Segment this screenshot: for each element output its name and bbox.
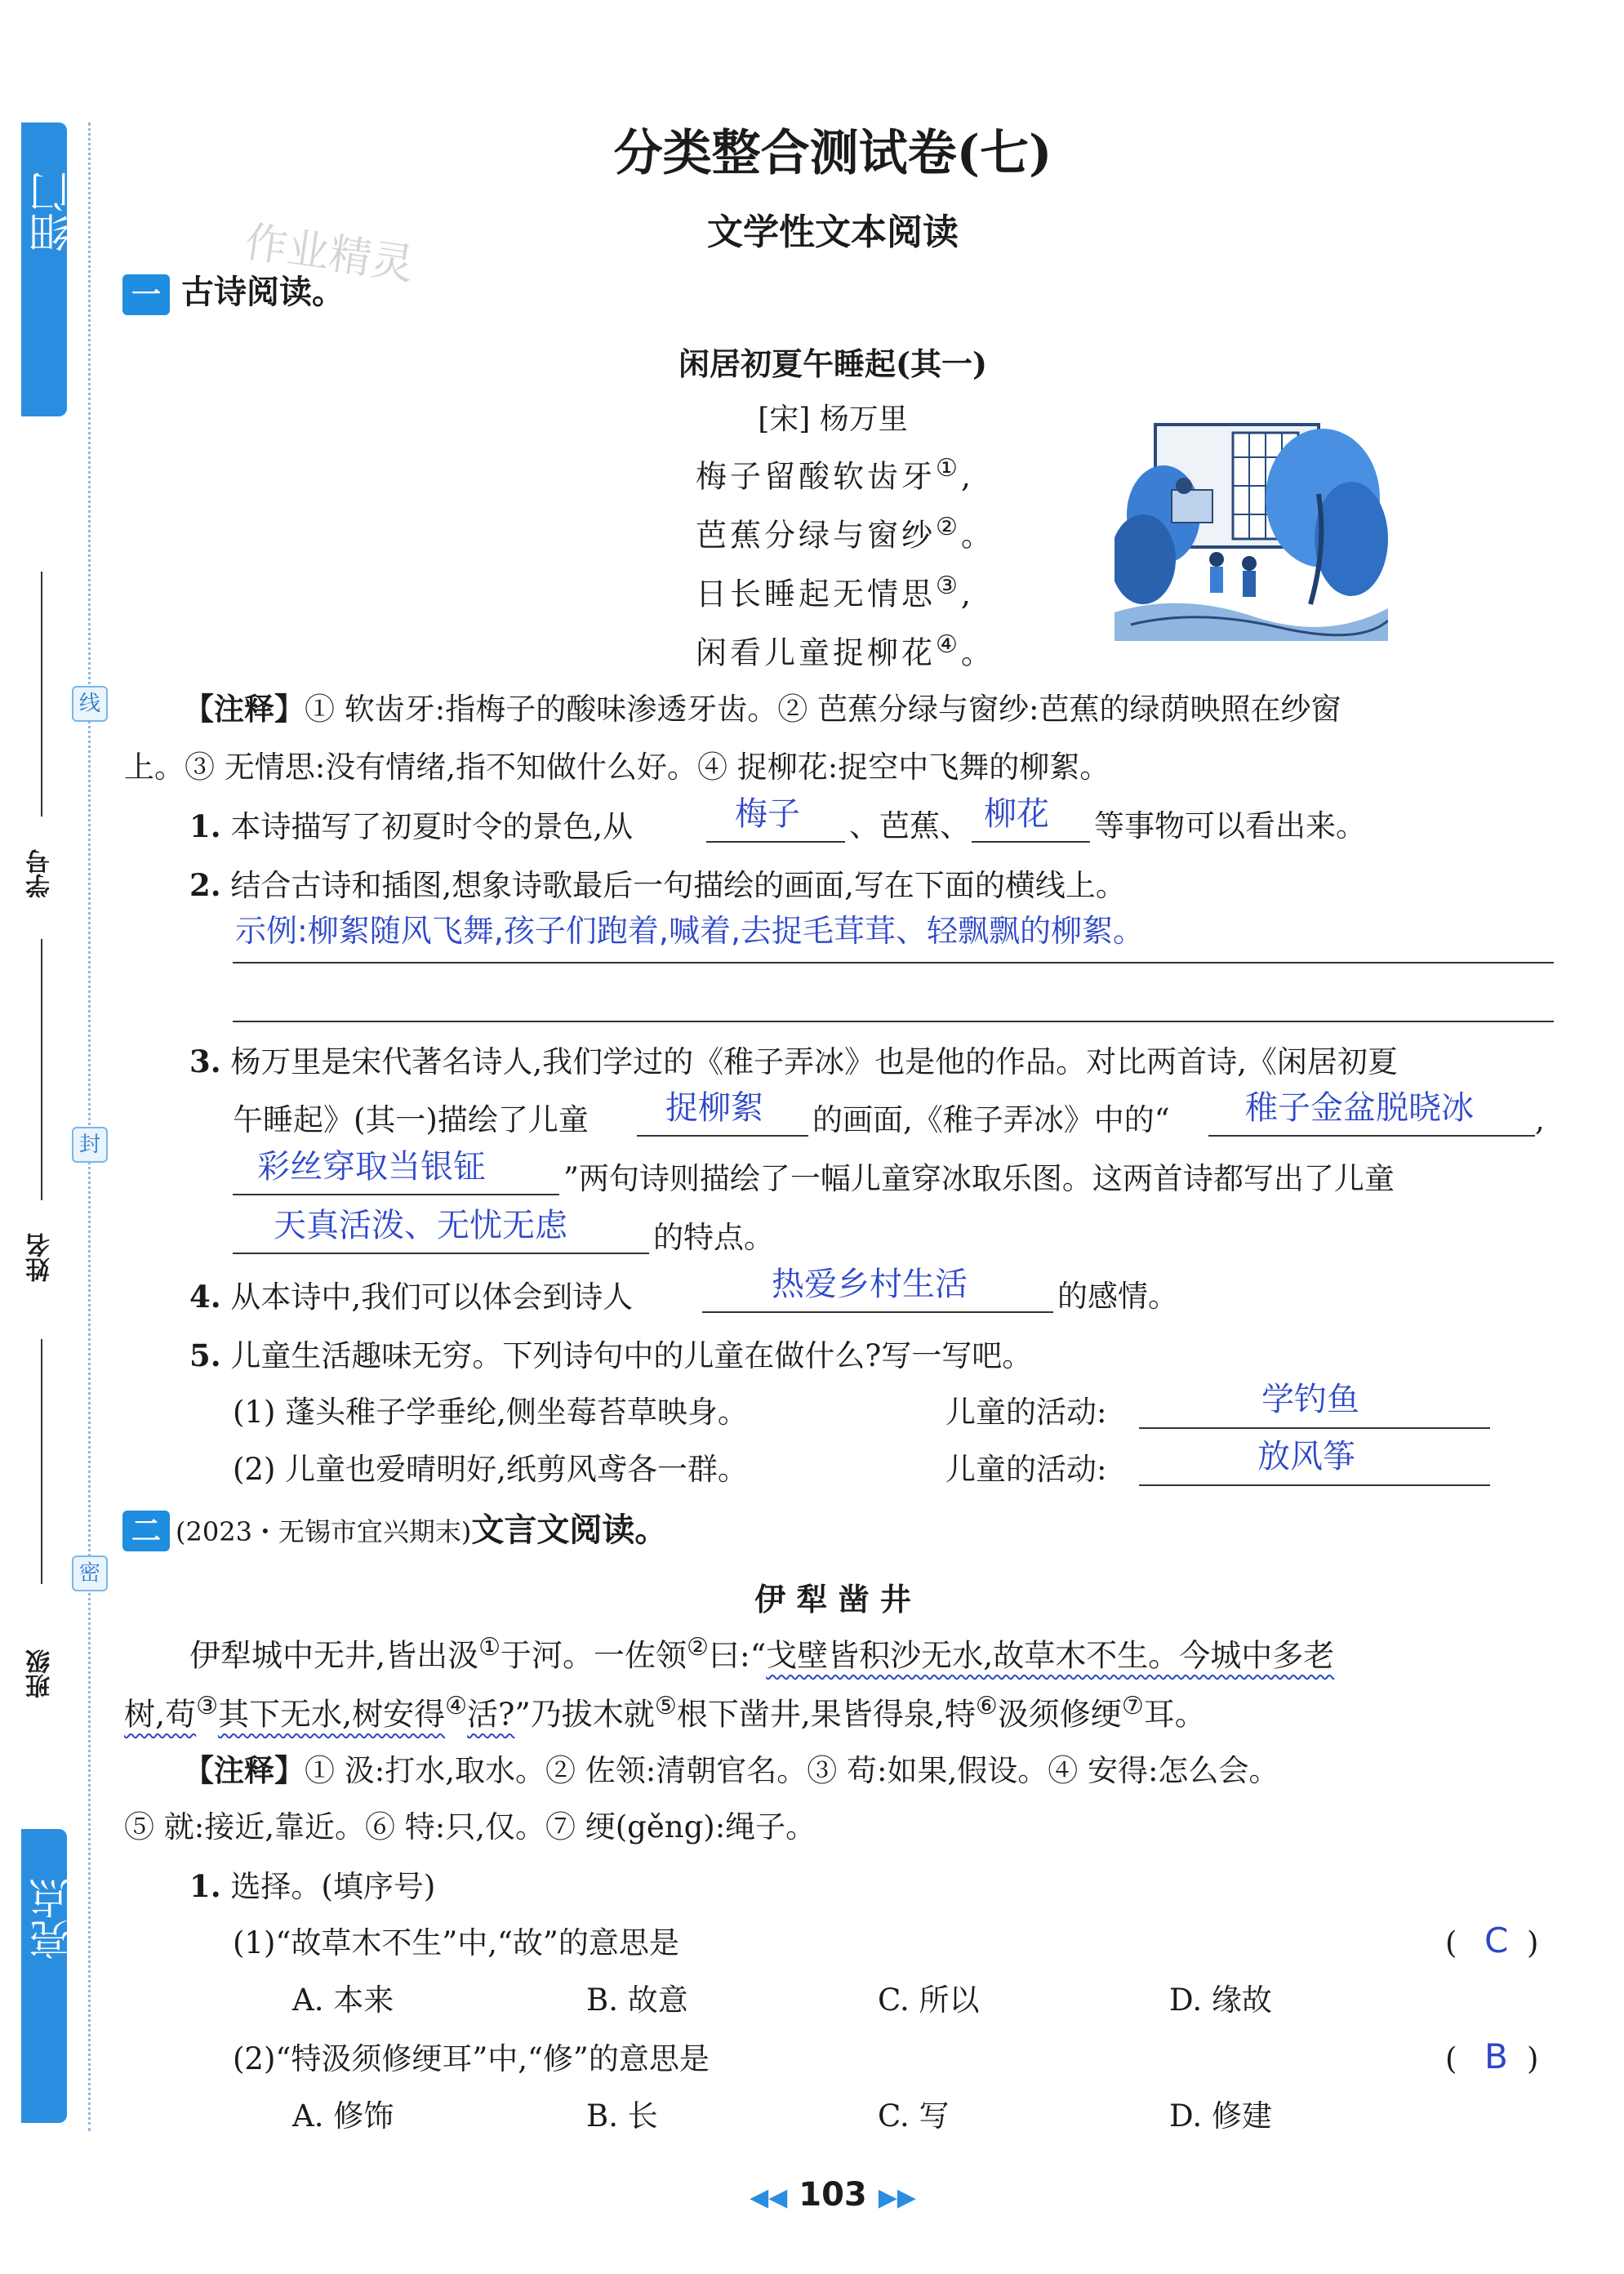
page-number: 103 [799, 2176, 867, 2214]
passage-underlined: 活? [467, 1696, 515, 1733]
q-num: 2. [189, 867, 221, 903]
q5-item-1-label: 儿童的活动: [945, 1395, 1107, 1430]
footnote-ref: ③ [936, 572, 961, 600]
q4-post: 的感情。 [1057, 1279, 1178, 1314]
question-2-1-2-paren-right: ) [1527, 2041, 1539, 2076]
q1-post: 等事物可以看出来。 [1094, 808, 1366, 843]
passage-text: 耳。 [1143, 1696, 1206, 1733]
q1-mid: 、芭蕉、 [849, 808, 970, 843]
answer-1-5-a: 学钓鱼 [1261, 1381, 1359, 1418]
blank-1-3-a [637, 1135, 808, 1137]
q-num: 5. [189, 1337, 221, 1373]
poem-notes-line-1 [184, 691, 1341, 728]
poem-line [696, 630, 995, 672]
footnote-ref: ④ [445, 1692, 467, 1720]
answer-1-3-d: 天真活泼、无忧无虑 [274, 1207, 567, 1244]
answer-1-3-c: 彩丝穿取当银钲 [257, 1148, 486, 1186]
poem-line-text: 日长睡起无情思 [696, 576, 937, 612]
answer-line-1-2-a [233, 962, 1554, 963]
page-title: 分类整合测试卷(七) [613, 125, 1052, 182]
poem-line-punct: , [960, 458, 975, 495]
blank-1-3-b [1208, 1135, 1535, 1137]
q-text: 结合古诗和插图,想象诗歌最后一句描绘的画面,写在下面的横线上。 [230, 868, 1126, 903]
answer-1-3-b: 稚子金盆脱晓冰 [1245, 1089, 1474, 1127]
passage-text: 伊犁城中无井,皆出汲 [189, 1637, 479, 1674]
answer-1-2: 示例:柳絮随风飞舞,孩子们跑着,喊着,去捉毛茸茸、轻飘飘的柳絮。 [235, 913, 1145, 949]
blank-1-5-b [1139, 1484, 1490, 1486]
poem-title: 闲居初夏午睡起(其一) [679, 345, 987, 382]
passage-notes-line-2: ⑤ 就:接近,靠近。⑥ 特:只,仅。⑦ 绠(gěng):绳子。 [124, 1809, 816, 1845]
question-1-5 [189, 1337, 1032, 1374]
passage-text: ”乃拔木就 [514, 1696, 655, 1733]
blank-1-3-d [233, 1253, 649, 1254]
question-2-1-1-paren-left: ( [1445, 1925, 1457, 1960]
poem-line-text: 梅子留酸软齿牙 [696, 458, 937, 495]
binding-line-1 [41, 572, 42, 817]
q3-line2-mid: 的画面,《稚子弄冰》中的“ [812, 1102, 1170, 1137]
notes-label: 【注释】 [184, 1752, 305, 1788]
question-2-1 [189, 1868, 435, 1905]
passage-text: 于河。一佐领 [501, 1637, 687, 1674]
binding-label-xingming: 姓名 [26, 1233, 55, 1282]
notes-text-1: ① 汲:打水,取水。② 佐领:清朝官名。③ 苟:如果,假设。④ 安得:怎么会。 [305, 1753, 1279, 1788]
passage-text: 汲须修绠 [997, 1696, 1122, 1733]
binding-line-2 [41, 939, 42, 1200]
q-num: 1. [189, 1868, 221, 1904]
answer-1-3-a: 捉柳絮 [665, 1089, 763, 1127]
blank-1-3-c [233, 1194, 559, 1195]
watermark: 作业精灵 [242, 217, 417, 291]
option-2-1-1-b: B. 故意 [586, 1983, 688, 2018]
footnote-ref: ⑥ [975, 1692, 998, 1720]
question-2-1-1-stem: (1)“故草木不生”中,“故”的意思是 [233, 1925, 679, 1960]
footnote-ref: ⑦ [1121, 1692, 1144, 1720]
page-subtitle: 文学性文本阅读 [707, 211, 959, 253]
section-1-heading: 古诗阅读。 [181, 274, 345, 311]
poem-line-text: 芭蕉分绿与窗纱 [696, 517, 937, 554]
section-1-badge: 一 [122, 274, 170, 315]
q3-line2-post: , [1535, 1102, 1545, 1137]
next-arrows-icon: ▶▶ [878, 2183, 916, 2212]
side-tab-bottom [21, 1829, 76, 2123]
footnote-ref: ① [478, 1633, 501, 1662]
passage-underlined: 树,苟 [124, 1696, 197, 1733]
poem-line [696, 454, 974, 496]
poem-notes-line-2: 上。③ 无情思:没有情绪,指不知做什么好。④ 捉柳花:捉空中飞舞的柳絮。 [124, 750, 1110, 785]
passage-underlined: 戈壁皆积沙无水,故草木不生。今城中多老 [766, 1637, 1335, 1674]
illustration-svg [1115, 416, 1388, 641]
footnote-ref: ⑤ [654, 1692, 677, 1720]
answer-1-5-b: 放风筝 [1257, 1438, 1355, 1475]
option-2-1-1-d: D. 缘故 [1169, 1983, 1272, 2018]
poem-line-text: 闲看儿童捉柳花 [696, 634, 937, 671]
answer-1-1-a: 梅子 [735, 795, 800, 833]
footnote-ref: ① [936, 454, 961, 483]
option-2-1-2-d: D. 修建 [1169, 2098, 1272, 2134]
poem-line-punct: 。 [960, 517, 995, 554]
notes-label: 【注释】 [184, 691, 305, 727]
notes-text-1: ① 软齿牙:指梅子的酸味渗透牙齿。② 芭蕉分绿与窗纱:芭蕉的绿荫映照在纱窗 [305, 692, 1341, 727]
poem-line-punct: , [960, 576, 975, 612]
footnote-ref: ④ [936, 630, 961, 659]
passage-line-2 [124, 1692, 1206, 1733]
section-2-badge: 二 [122, 1511, 170, 1551]
q-text: 从本诗中,我们可以体会到诗人 [230, 1279, 634, 1315]
question-1-1 [189, 808, 633, 845]
question-1-4 [189, 1279, 633, 1315]
q-text: 杨万里是宋代著名诗人,我们学过的《稚子弄冰》也是他的作品。对比两首诗,《闲居初夏 [230, 1044, 1398, 1079]
question-2-1-1-answer: C [1484, 1920, 1509, 1960]
answer-1-4: 热爱乡村生活 [772, 1266, 968, 1303]
passage-text: 根下凿井,果皆得泉,特 [676, 1696, 976, 1733]
side-tab-top-text: 细门 [29, 171, 76, 253]
page-footer [0, 2176, 1624, 2214]
passage-text: 曰:“ [708, 1637, 767, 1674]
q-text: 选择。(填序号) [230, 1869, 436, 1904]
option-2-1-1-c: C. 所以 [878, 1983, 980, 2018]
q-text: 本诗描写了初夏时令的景色,从 [230, 809, 634, 844]
passage-notes-line-1 [184, 1752, 1279, 1789]
q3-line3-post: ”两句诗则描绘了一幅儿童穿冰取乐图。这两首诗都写出了儿童 [563, 1161, 1395, 1196]
section-2-heading [176, 1511, 667, 1550]
blank-1-4 [702, 1311, 1053, 1313]
q-text: 儿童生活趣味无穷。下列诗句中的儿童在做什么?写一写吧。 [230, 1338, 1033, 1373]
binding-label-xian: 线 [72, 686, 108, 722]
question-1-3-line-1 [189, 1044, 1398, 1080]
footnote-ref: ② [687, 1633, 709, 1662]
poem-author: [宋] 杨万里 [758, 403, 908, 436]
binding-label-feng: 封 [72, 1127, 108, 1163]
option-2-1-2-a: A. 修饰 [292, 2098, 394, 2134]
blank-1-5-a [1139, 1427, 1490, 1429]
q5-item-2-text: (2) 儿童也爱晴明好,纸剪风鸢各一群。 [233, 1452, 748, 1487]
question-2-1-1-paren-right: ) [1527, 1925, 1539, 1960]
question-2-1-2-stem: (2)“特汲须修绠耳”中,“修”的意思是 [233, 2041, 710, 2076]
option-2-1-2-c: C. 写 [878, 2098, 950, 2134]
question-2-1-2-paren-left: ( [1445, 2041, 1457, 2076]
q5-item-1-text: (1) 蓬头稚子学垂纶,侧坐莓苔草映身。 [233, 1395, 748, 1430]
question-2-1-2-answer: B [1484, 2036, 1508, 2076]
side-tab-bottom-text: 亮点 [29, 1878, 76, 1960]
binding-label-xuehao: 学号 [26, 849, 55, 898]
poem-illustration [1115, 416, 1388, 641]
passage-line-1 [189, 1633, 1334, 1675]
q-num: 4. [189, 1279, 221, 1315]
option-2-1-2-b: B. 长 [586, 2098, 658, 2134]
q5-item-2-label: 儿童的活动: [945, 1452, 1107, 1487]
q3-line2-pre: 午睡起》(其一)描绘了儿童 [233, 1102, 589, 1137]
answer-1-1-b: 柳花 [984, 795, 1049, 833]
question-1-2 [189, 867, 1126, 904]
answer-line-1-2-b [233, 1021, 1554, 1022]
passage-underlined: 其下无水,树安得 [218, 1696, 446, 1733]
blank-1-1-b [972, 841, 1090, 843]
binding-label-banji: 班级 [26, 1649, 55, 1698]
poem-line [696, 513, 995, 554]
q-num: 1. [189, 808, 221, 844]
binding-label-mi: 密 [72, 1555, 108, 1591]
blank-1-1-a [706, 841, 845, 843]
prev-arrows-icon: ◀◀ [750, 2183, 788, 2212]
passage-title: 伊 犁 凿 井 [754, 1581, 911, 1618]
poem-line-punct: 。 [960, 634, 995, 671]
q3-line4-post: 的特点。 [653, 1220, 774, 1255]
section-2-source: (2023・无锡市宜兴期末) [176, 1516, 472, 1547]
footnote-ref: ② [936, 513, 961, 541]
binding-line-3 [41, 1339, 42, 1584]
section-2-heading-text: 文言文阅读。 [471, 1511, 668, 1549]
q-num: 3. [189, 1044, 221, 1079]
option-2-1-1-a: A. 本来 [292, 1983, 394, 2018]
footnote-ref: ③ [196, 1692, 218, 1720]
poem-line [696, 572, 974, 613]
